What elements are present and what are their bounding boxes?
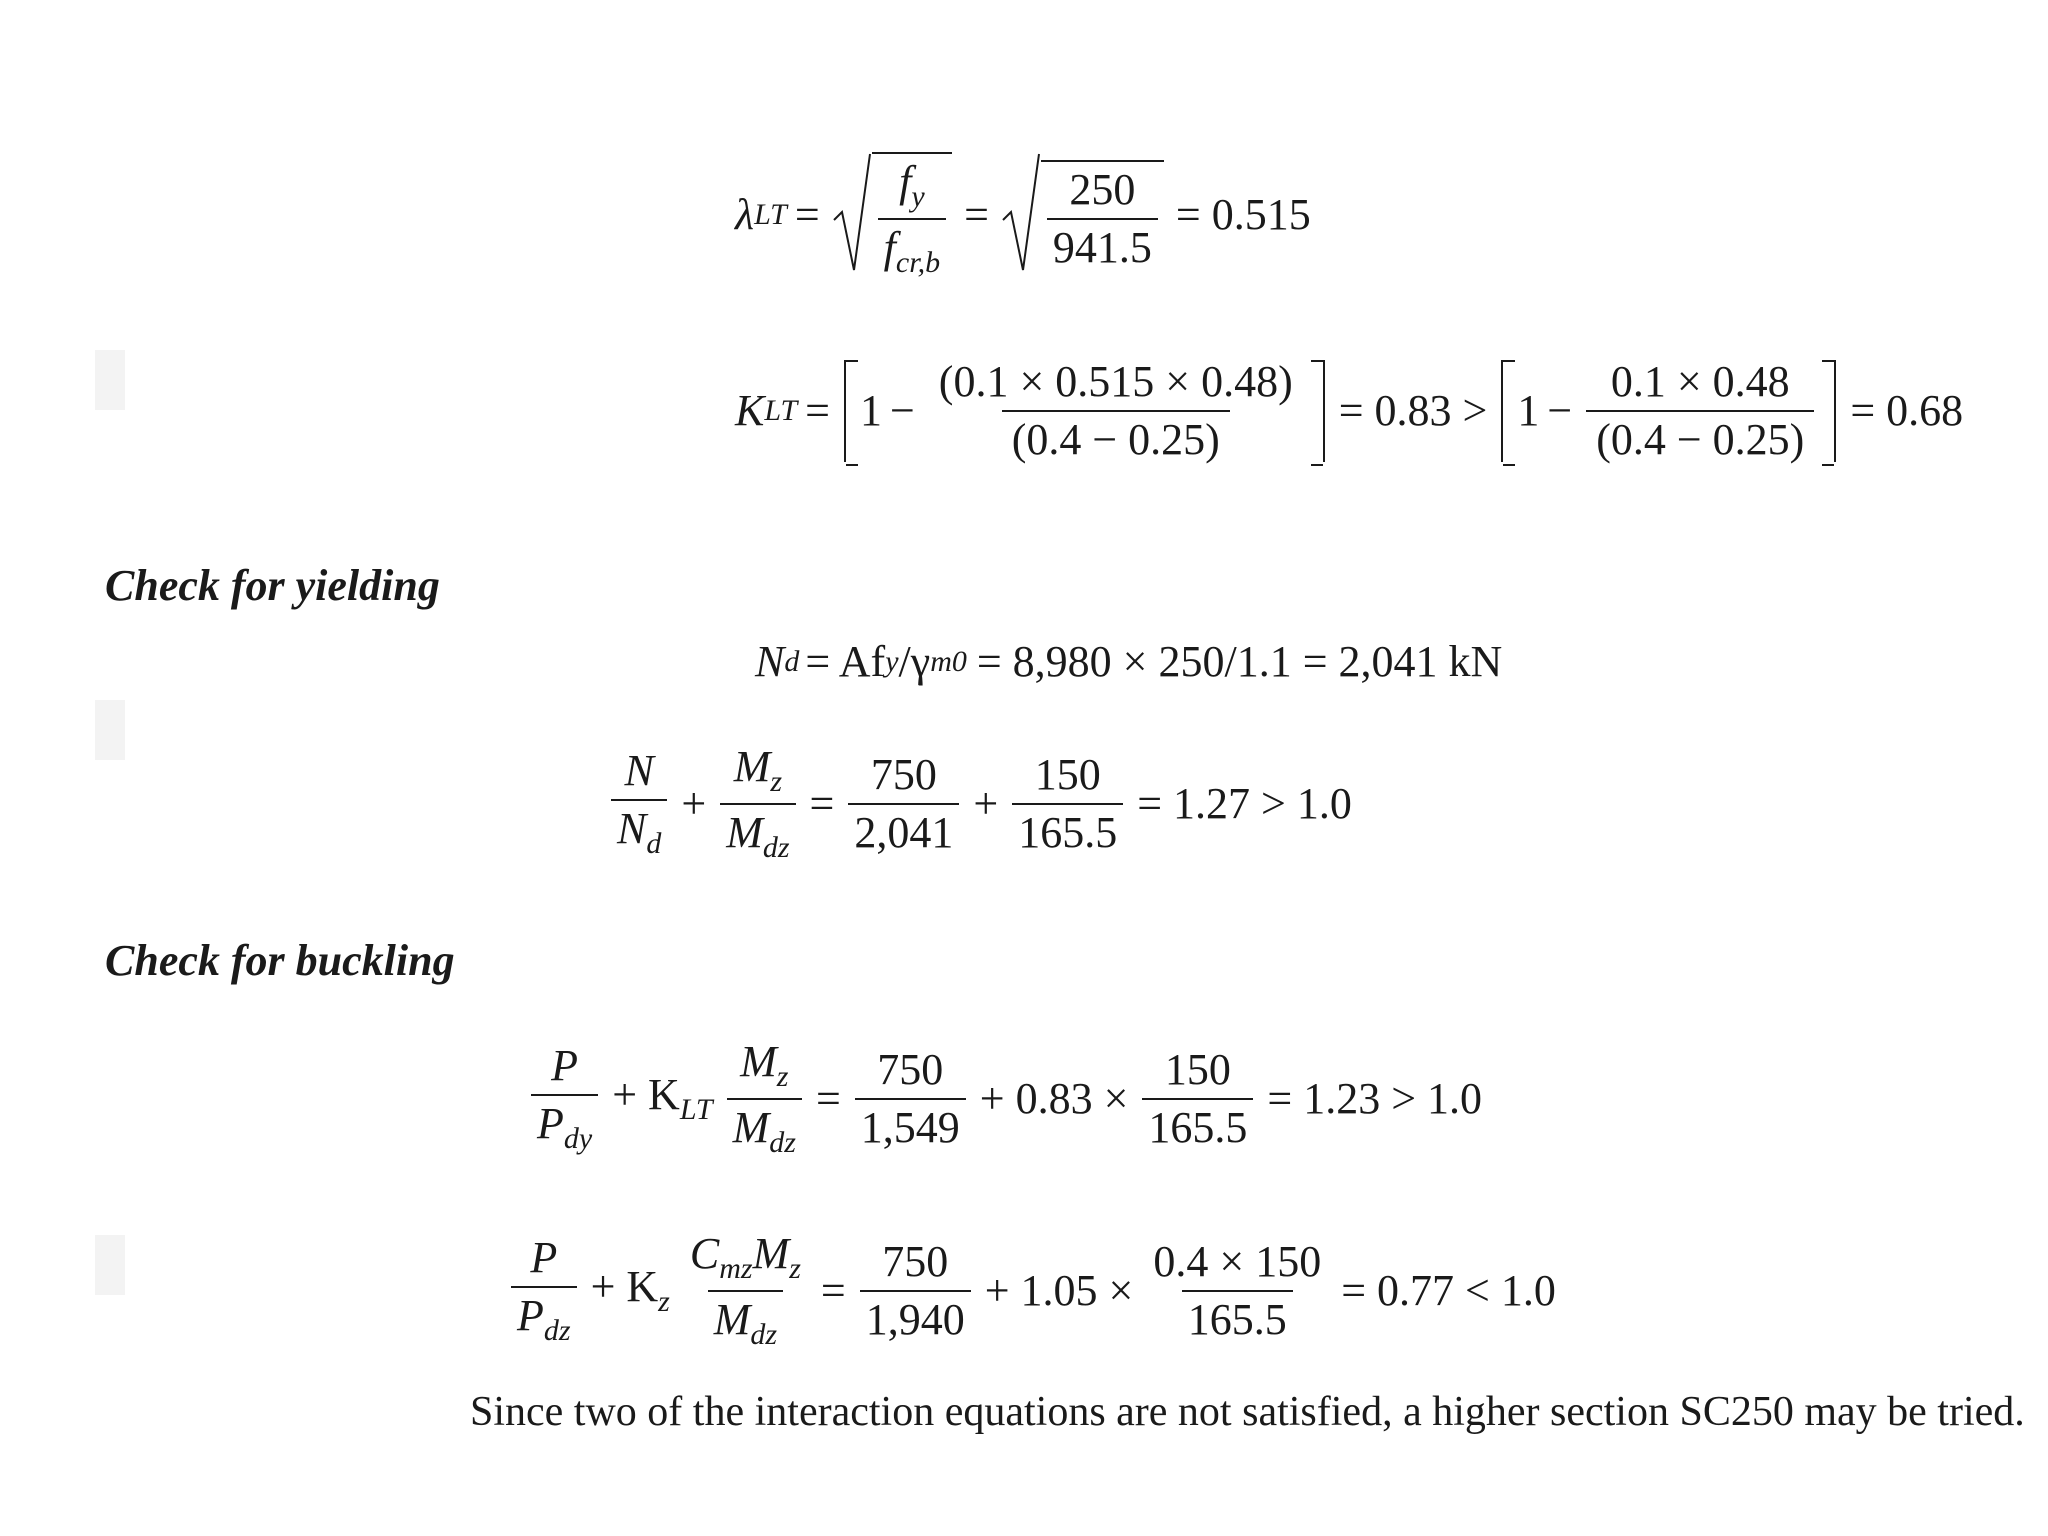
buckling-1-result: = 1.23 > 1.0 bbox=[1267, 1074, 1483, 1123]
nd-gamma-sub: m0 bbox=[930, 645, 967, 678]
nd-symbol: N bbox=[755, 637, 785, 686]
k-sub: z bbox=[658, 1285, 670, 1318]
denominator: 165.5 bbox=[1142, 1098, 1253, 1150]
denominator: P bbox=[537, 1099, 564, 1148]
denominator: (0.4 − 0.25) bbox=[1586, 410, 1814, 462]
denominator-sub: dz bbox=[750, 1318, 778, 1351]
numerator: 750 bbox=[877, 1045, 944, 1094]
denominator-sub: d bbox=[646, 827, 662, 860]
numerator-a: C bbox=[689, 1229, 720, 1278]
p-over-pdy bbox=[531, 1041, 598, 1155]
mz-over-mdz bbox=[720, 742, 795, 864]
bracket-1 bbox=[844, 357, 1325, 464]
denominator: M bbox=[726, 808, 763, 857]
mult: + 1.05 × bbox=[984, 1266, 1134, 1315]
fy-symbol: f bbox=[899, 157, 912, 206]
plus-k: + K bbox=[590, 1262, 659, 1311]
numerator: 0.4 × 150 bbox=[1153, 1237, 1322, 1286]
numerator: (0.1 × 0.515 × 0.48) bbox=[938, 357, 1293, 406]
numerator: 150 bbox=[1034, 750, 1101, 799]
equals-sign: = bbox=[820, 1266, 846, 1315]
k-subscript: LT bbox=[764, 394, 798, 427]
numerator: 750 bbox=[882, 1237, 949, 1286]
plus-k: + K bbox=[612, 1070, 680, 1119]
sqrt-2 bbox=[1001, 150, 1164, 280]
plus-sign: + bbox=[681, 779, 707, 828]
equals-sign: = bbox=[964, 190, 989, 239]
numerator: 250 bbox=[1069, 165, 1136, 214]
denominator: P bbox=[517, 1291, 544, 1340]
denominator: 2,041 bbox=[848, 803, 959, 855]
nd-gamma: /γ bbox=[898, 637, 931, 686]
denominator: 941.5 bbox=[1047, 218, 1158, 270]
scan-artifact bbox=[95, 1235, 125, 1295]
750-over-1549 bbox=[855, 1045, 966, 1152]
equals-sign: = bbox=[815, 1074, 841, 1123]
n-over-nd bbox=[611, 746, 667, 860]
150-over-165 bbox=[1142, 1045, 1253, 1152]
klt-result: = 0.68 bbox=[1850, 386, 1964, 435]
nd-rhs-sub: y bbox=[885, 645, 899, 678]
numerator: M bbox=[740, 1037, 777, 1086]
numerator: 0.1 × 0.48 bbox=[1610, 357, 1790, 406]
denominator-sub: dy bbox=[563, 1122, 593, 1155]
750-over-2041 bbox=[848, 750, 959, 857]
numerator-sub: z bbox=[776, 1060, 789, 1093]
04x150-over-165 bbox=[1147, 1237, 1327, 1344]
equation-buckling-2 bbox=[505, 1229, 1564, 1351]
equation-nd bbox=[755, 637, 1503, 686]
250-over-941 bbox=[1047, 165, 1158, 272]
denominator-sub: dz bbox=[543, 1314, 571, 1347]
denominator: 1,940 bbox=[860, 1290, 971, 1342]
nd-sub: d bbox=[784, 645, 800, 678]
fcr-symbol: f bbox=[883, 223, 896, 272]
mult: + 0.83 × bbox=[979, 1074, 1129, 1123]
klt-mid: = 0.83 > bbox=[1338, 386, 1488, 435]
radical-sign-icon bbox=[1001, 150, 1041, 280]
nd-result: = 8,980 × 250/1.1 = 2,041 kN bbox=[976, 637, 1503, 686]
denominator: N bbox=[617, 804, 647, 853]
equals-sign: = bbox=[809, 779, 835, 828]
bracket-2 bbox=[1501, 357, 1836, 464]
denominator: 165.5 bbox=[1012, 803, 1123, 855]
equation-yield-check bbox=[605, 742, 1360, 864]
lambda-subscript: LT bbox=[754, 198, 787, 231]
fy-over-fcrb bbox=[878, 157, 946, 279]
denominator: (0.4 − 0.25) bbox=[1002, 410, 1230, 462]
equation-lambda-lt bbox=[735, 150, 1319, 280]
equals-sign: = bbox=[794, 190, 820, 239]
equation-buckling-1 bbox=[525, 1037, 1490, 1159]
numerator: 150 bbox=[1164, 1045, 1231, 1094]
lambda-symbol: λ bbox=[735, 190, 755, 239]
numerator-b-sub: z bbox=[789, 1252, 801, 1285]
numerator: N bbox=[624, 746, 654, 795]
150-over-165 bbox=[1012, 750, 1123, 857]
conclusion-paragraph: Since two of the interaction equations are not satisfied, a higher section SC250 may be tried. bbox=[470, 1389, 2025, 1435]
numerator-a-sub: mz bbox=[719, 1252, 753, 1285]
minus-sign: − bbox=[889, 386, 915, 435]
klt-fraction-2 bbox=[1586, 357, 1814, 464]
fcr-sub: cr,b bbox=[895, 246, 941, 279]
750-over-1940 bbox=[860, 1237, 971, 1344]
k-sub: LT bbox=[679, 1093, 713, 1126]
scan-artifact bbox=[95, 700, 125, 760]
minus-sign: − bbox=[1547, 386, 1573, 435]
denominator: 1,549 bbox=[855, 1098, 966, 1150]
numerator-b: M bbox=[752, 1229, 790, 1278]
denominator-sub: dz bbox=[769, 1126, 796, 1159]
cmz-mz-over-mdz bbox=[684, 1229, 807, 1351]
heading-yielding: Check for yielding bbox=[105, 561, 440, 610]
plus-sign: + bbox=[973, 779, 999, 828]
numerator: P bbox=[551, 1041, 579, 1090]
p-over-pdz bbox=[511, 1233, 577, 1347]
numerator-sub: z bbox=[770, 765, 783, 798]
scan-artifact bbox=[95, 350, 125, 410]
radical-sign-icon bbox=[832, 150, 872, 280]
equals-sign: = bbox=[805, 386, 830, 435]
klt-fraction-1 bbox=[929, 357, 1303, 464]
equation-k-lt bbox=[735, 357, 1971, 464]
nd-rhs: = Af bbox=[805, 637, 886, 686]
numerator: M bbox=[733, 742, 771, 791]
one: 1 bbox=[1517, 386, 1540, 435]
fy-sub: y bbox=[911, 180, 925, 213]
yield-result: = 1.27 > 1.0 bbox=[1137, 779, 1352, 828]
numerator: P bbox=[530, 1233, 558, 1282]
lambda-result: = 0.515 bbox=[1175, 190, 1311, 239]
one: 1 bbox=[859, 386, 882, 435]
mz-over-mdz bbox=[727, 1037, 802, 1159]
heading-buckling: Check for buckling bbox=[105, 936, 455, 985]
buckling-2-result: = 0.77 < 1.0 bbox=[1341, 1266, 1556, 1315]
numerator: 750 bbox=[870, 750, 937, 799]
denominator-sub: dz bbox=[762, 831, 790, 864]
k-symbol: K bbox=[735, 386, 765, 435]
denominator: 165.5 bbox=[1182, 1290, 1293, 1342]
sqrt-1 bbox=[832, 150, 952, 280]
denominator: M bbox=[732, 1103, 770, 1152]
denominator: M bbox=[713, 1295, 751, 1344]
